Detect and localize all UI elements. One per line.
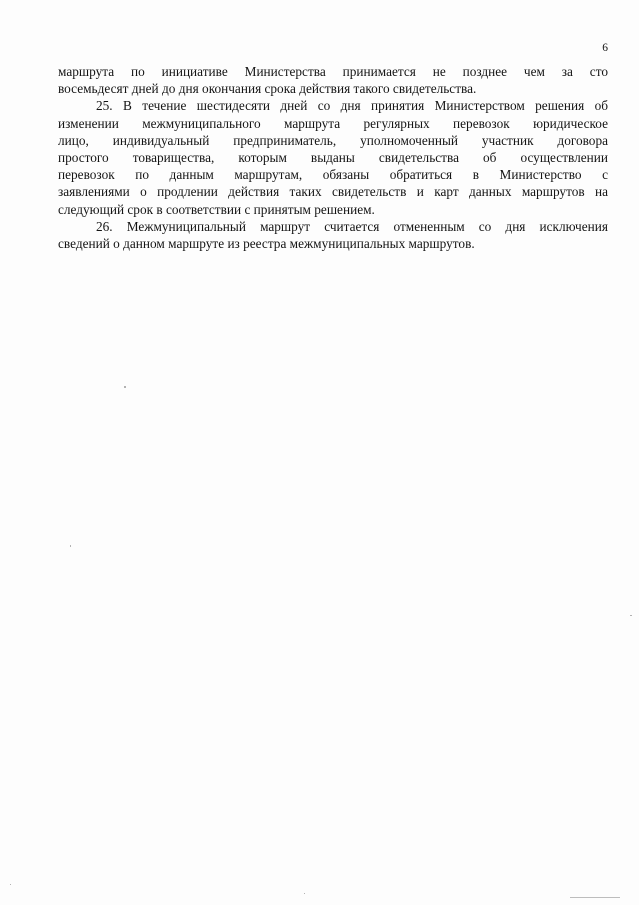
scan-speck [630, 615, 632, 616]
text-line: следующий срок в соответствии с принятым решением. [58, 201, 375, 217]
text-line: маршрута по инициативе Министерства принимается не позднее чем за сто [58, 64, 608, 79]
paragraph-26 [58, 218, 608, 252]
text-line: перевозок по данным маршрутам, обязаны обратиться в Министерство с [58, 167, 608, 183]
text-line: заявлениями о продлении действия таких свидетельств и карт данных маршрутов на [58, 184, 608, 200]
text-line: изменении межмуниципального маршрута регулярных перевозок юридическое [58, 115, 608, 131]
document-body [58, 63, 608, 252]
paragraph-25 [58, 97, 608, 217]
paragraph-continuation [58, 63, 608, 97]
scan-speck [10, 884, 11, 885]
text-line: 26. Межмуниципальный маршрут считается отмененным со дня исключения [96, 218, 608, 234]
page-number: 6 [602, 42, 608, 54]
scan-edge-mark [570, 897, 620, 898]
scan-speck [70, 545, 71, 547]
text-line: простого товарищества, которым выданы свидетельства об осуществлении [58, 150, 608, 166]
scan-speck [124, 386, 126, 388]
text-line: сведений о данном маршруте из реестра межмуниципальных маршрутов. [58, 236, 475, 252]
scan-speck [304, 893, 305, 894]
text-line: 25. В течение шестидесяти дней со дня принятия Министерством решения об [96, 98, 608, 114]
text-line: лицо, индивидуальный предприниматель, уполномоченный участник договора [58, 132, 608, 148]
text-line: восемьдесят дней до дня окончания срока действия такого свидетельства. [58, 81, 477, 97]
